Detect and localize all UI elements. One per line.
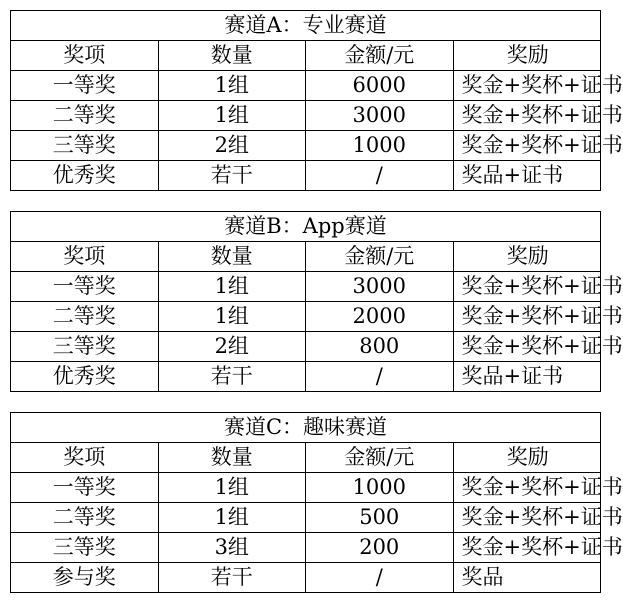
header-amount: 金额/元 (306, 443, 454, 473)
header-amount: 金额/元 (306, 242, 454, 272)
header-award: 奖项 (11, 242, 159, 272)
amount-cell: 500 (306, 503, 454, 533)
track-title-row (11, 212, 601, 242)
track-a-table (10, 10, 623, 191)
count-cell: 若干 (158, 563, 306, 593)
amount-cell: 1000 (306, 131, 454, 161)
table-row (11, 473, 601, 503)
table-row (11, 503, 601, 533)
count-cell: 若干 (158, 362, 306, 392)
amount-cell: / (306, 563, 454, 593)
header-row (11, 242, 601, 272)
amount-cell: 3000 (306, 101, 454, 131)
header-reward: 奖励 (453, 41, 601, 71)
reward-cell: 奖金+奖杯+证书 (453, 473, 601, 503)
amount-cell: 2000 (306, 302, 454, 332)
count-cell: 2组 (158, 131, 306, 161)
track-title: 赛道C：趣味赛道 (11, 413, 601, 443)
table-row (11, 332, 601, 362)
reward-cell: 奖金+奖杯+证书 (453, 131, 601, 161)
count-cell: 1组 (158, 272, 306, 302)
table-row (11, 533, 601, 563)
award-cell: 二等奖 (11, 101, 159, 131)
count-cell: 1组 (158, 473, 306, 503)
header-count: 数量 (158, 443, 306, 473)
table-row (11, 101, 601, 131)
count-cell: 1组 (158, 302, 306, 332)
reward-cell: 奖金+奖杯+证书 (453, 332, 601, 362)
amount-cell: 1000 (306, 473, 454, 503)
table-row (11, 272, 601, 302)
header-count: 数量 (158, 242, 306, 272)
award-cell: 三等奖 (11, 332, 159, 362)
header-reward: 奖励 (453, 443, 601, 473)
award-cell: 二等奖 (11, 302, 159, 332)
award-cell: 二等奖 (11, 503, 159, 533)
award-cell: 一等奖 (11, 71, 159, 101)
track-title-row (11, 11, 601, 41)
reward-cell: 奖金+奖杯+证书 (453, 533, 601, 563)
reward-cell: 奖金+奖杯+证书 (453, 272, 601, 302)
amount-cell: 800 (306, 332, 454, 362)
reward-cell: 奖品 (453, 563, 601, 593)
header-row (11, 443, 601, 473)
table-row (11, 563, 601, 593)
amount-cell: 3000 (306, 272, 454, 302)
award-cell: 优秀奖 (11, 161, 159, 191)
count-cell: 1组 (158, 101, 306, 131)
reward-cell: 奖金+奖杯+证书 (453, 71, 601, 101)
header-award: 奖项 (11, 41, 159, 71)
header-count: 数量 (158, 41, 306, 71)
reward-cell: 奖金+奖杯+证书 (453, 302, 601, 332)
award-cell: 优秀奖 (11, 362, 159, 392)
award-cell: 参与奖 (11, 563, 159, 593)
count-cell: 3组 (158, 533, 306, 563)
table-row (11, 161, 601, 191)
count-cell: 2组 (158, 332, 306, 362)
award-cell: 三等奖 (11, 131, 159, 161)
count-cell: 1组 (158, 503, 306, 533)
reward-cell: 奖金+奖杯+证书 (453, 503, 601, 533)
amount-cell: / (306, 362, 454, 392)
header-award: 奖项 (11, 443, 159, 473)
award-cell: 一等奖 (11, 272, 159, 302)
header-amount: 金额/元 (306, 41, 454, 71)
amount-cell: 200 (306, 533, 454, 563)
count-cell: 若干 (158, 161, 306, 191)
award-cell: 三等奖 (11, 533, 159, 563)
reward-cell: 奖品+证书 (453, 161, 601, 191)
track-title: 赛道A：专业赛道 (11, 11, 601, 41)
table-row (11, 71, 601, 101)
amount-cell: / (306, 161, 454, 191)
track-title-row (11, 413, 601, 443)
track-title: 赛道B：App赛道 (11, 212, 601, 242)
award-cell: 一等奖 (11, 473, 159, 503)
amount-cell: 6000 (306, 71, 454, 101)
header-reward: 奖励 (453, 242, 601, 272)
track-b-table (10, 211, 623, 392)
header-row (11, 41, 601, 71)
count-cell: 1组 (158, 71, 306, 101)
track-c-table (10, 412, 623, 593)
table-row (11, 362, 601, 392)
reward-cell: 奖金+奖杯+证书 (453, 101, 601, 131)
table-row (11, 131, 601, 161)
table-row (11, 302, 601, 332)
reward-cell: 奖品+证书 (453, 362, 601, 392)
